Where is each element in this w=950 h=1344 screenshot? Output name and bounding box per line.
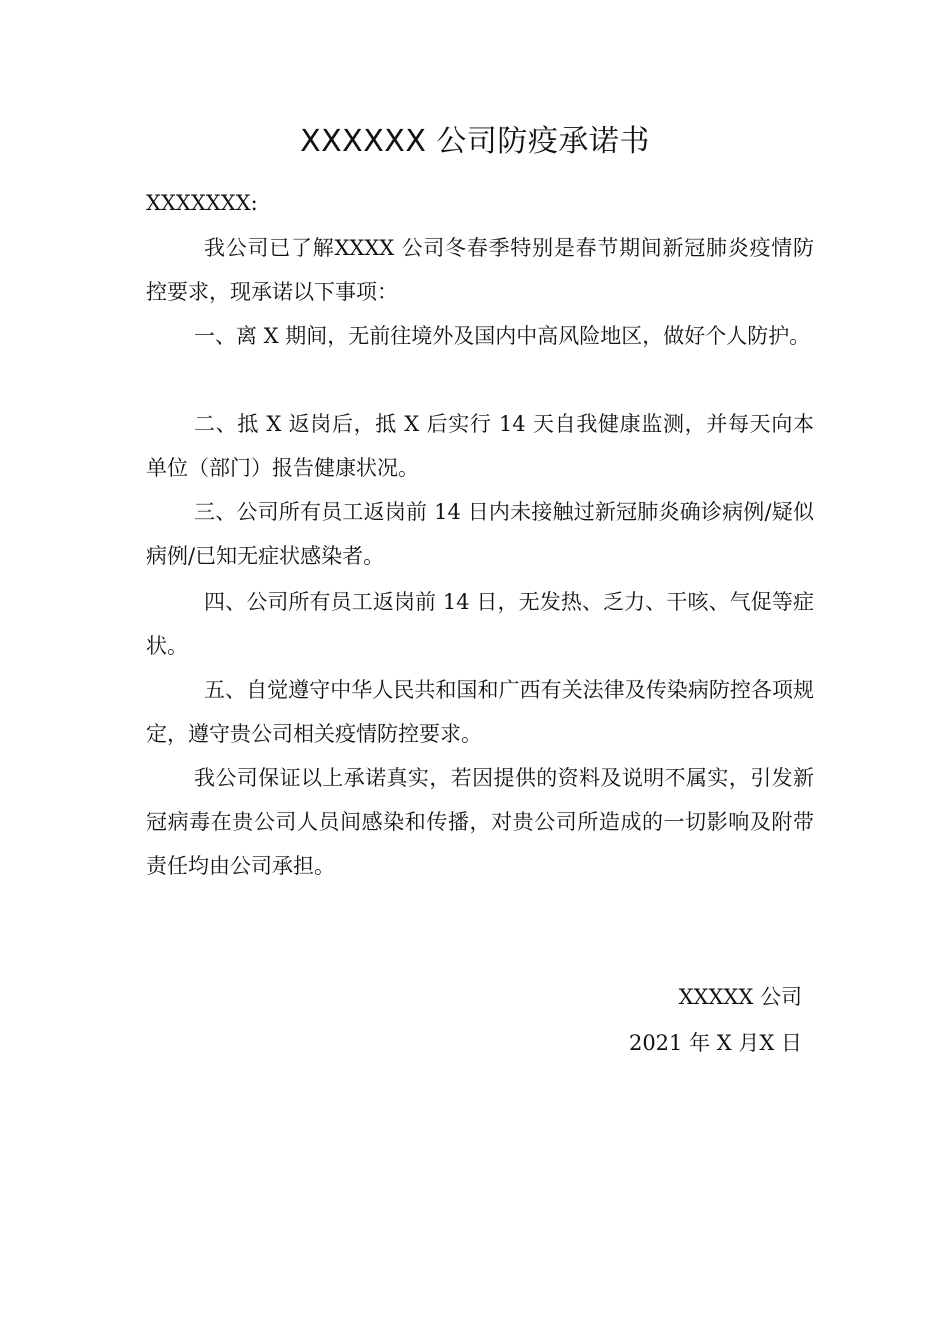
commitment-item-1: 一、离 X 期间，无前往境外及国内中高风险地区，做好个人防护。 <box>194 324 811 348</box>
intro-paragraph: 我公司已了解XXXX 公司冬春季特别是春节期间新冠肺炎疫情防控要求，现承诺以下事项： <box>146 236 814 304</box>
salutation: XXXXXXX: <box>146 191 258 215</box>
commitment-item-4: 四、公司所有员工返岗前 14 日，无发热、乏力、干咳、气促等症状。 <box>146 590 814 658</box>
commitment-item-3: 三、公司所有员工返岗前 14 日内未接触过新冠肺炎确诊病例/疑似病例/已知无症状感染者。 <box>146 500 814 568</box>
signature-company: XXXXX 公司 <box>678 985 802 1009</box>
closing-paragraph: 我公司保证以上承诺真实，若因提供的资料及说明不属实，引发新冠病毒在贵公司人员间感染和传播，对贵公司所造成的一切影响及附带责任均由公司承担。 <box>146 766 814 878</box>
signature-date: 2021 年 X 月X 日 <box>628 1031 802 1055</box>
commitment-item-5: 五、自觉遵守中华人民共和国和广西有关法律及传染病防控各项规定，遵守贵公司相关疫情防控要求。 <box>146 678 814 746</box>
commitment-item-2: 二、抵 X 返岗后，抵 X 后实行 14 天自我健康监测，并每天向本单位（部门）报告健康状况。 <box>146 412 814 480</box>
document-title: XXXXXX 公司防疫承诺书 <box>300 124 650 159</box>
